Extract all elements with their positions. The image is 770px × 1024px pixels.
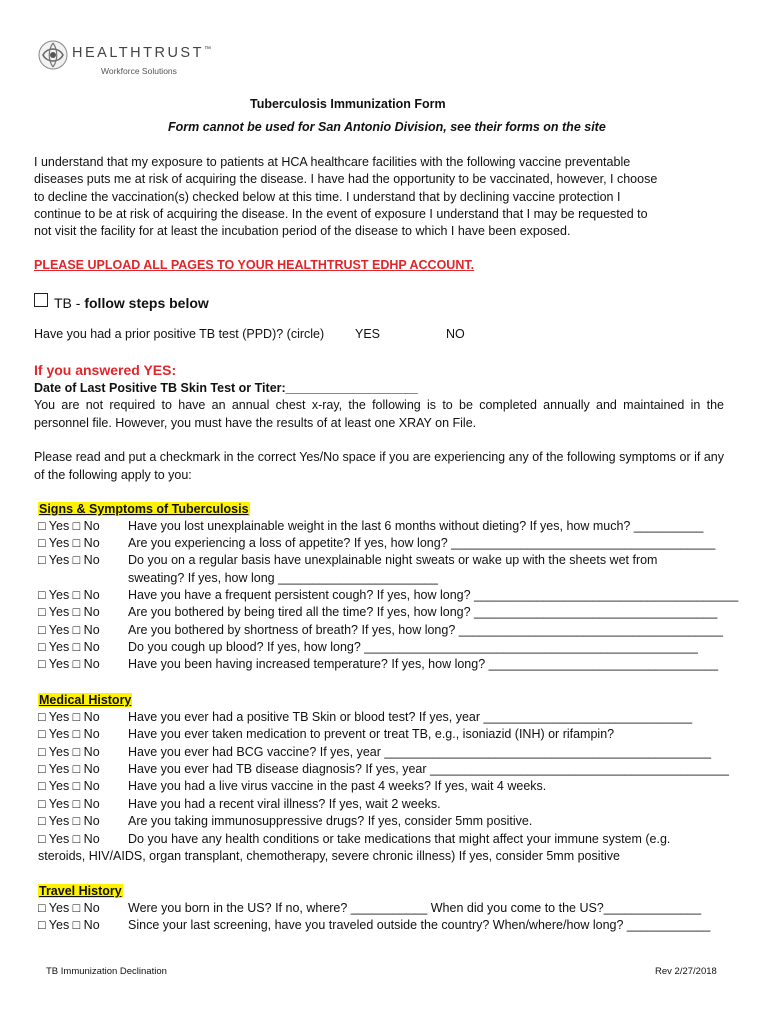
intro-paragraph [34, 154, 734, 240]
question-text: Do you have any health conditions or take medications that might affect your immune system (e.g. [128, 832, 671, 846]
intro-line: I understand that my exposure to patients at HCA healthcare facilities with the following vaccine preventable [34, 155, 631, 169]
yes-no-checkboxes[interactable]: □ Yes □ No [38, 797, 100, 811]
xray-paragraph: You are not required to have an annual chest x-ray, the following is to be completed annually and maintained in the personnel file. However, you must have the results of at least one XRAY on File. [34, 398, 724, 430]
yes-no-checkboxes[interactable]: □ Yes □ No [38, 779, 100, 793]
yes-no-checkboxes[interactable]: □ Yes □ No [38, 832, 100, 846]
intro-line: not visit the facility for at least the incubation period of the disease to which I have been exposed. [34, 224, 571, 239]
question-text: Have you had a recent viral illness? If yes, wait 2 weeks. [128, 797, 441, 811]
yes-no-checkboxes[interactable]: □ Yes □ No [38, 745, 100, 759]
yes-no-checkboxes[interactable]: □ Yes □ No [38, 918, 100, 932]
if-yes-heading: If you answered YES: [34, 362, 177, 378]
yes-no-checkboxes[interactable]: □ Yes □ No [38, 901, 100, 915]
tb-checkbox[interactable] [34, 293, 48, 307]
yes-no-checkboxes[interactable]: □ Yes □ No [38, 814, 100, 828]
medical-history-heading: Medical History [39, 693, 132, 707]
last-positive-date-field[interactable]: Date of Last Positive TB Skin Test or Titer:___________________ [34, 381, 418, 395]
question-text: Are you taking immunosuppressive drugs? If yes, consider 5mm positive. [128, 814, 533, 828]
question-text: Since your last screening, have you traveled outside the country? When/where/how long? ____________ [128, 918, 711, 932]
brand-name: HEALTHTRUST™ [72, 45, 211, 61]
yes-no-checkboxes[interactable]: □ Yes □ No [38, 588, 100, 602]
yes-no-checkboxes[interactable]: □ Yes □ No [38, 657, 100, 671]
travel-history-heading: Travel History [39, 884, 122, 898]
form-title: Tuberculosis Immunization Form [250, 97, 446, 111]
question-text: Have you ever had BCG vaccine? If yes, year _______________________________________________ [128, 745, 712, 759]
intro-line: continue to be at risk of acquiring the disease. In the event of exposure I understand that I may be requested to [34, 206, 648, 221]
intro-line: diseases puts me at risk of acquiring the disease. I have had the opportunity to be vaccinated, however, I choose [34, 172, 658, 187]
instructions-paragraph: Please read and put a checkmark in the correct Yes/No space if you are experiencing any of the following symptoms or if any of the following apply to you: [34, 450, 724, 482]
brand-subtitle: Workforce Solutions [101, 66, 177, 76]
question-text: Were you born in the US? If no, where? ___________ When did you come to the US?______________ [128, 901, 702, 915]
footer-revision: Rev 2/27/2018 [655, 966, 717, 977]
question-text: Do you cough up blood? If yes, how long? ________________________________________________ [128, 640, 698, 654]
immune-question-continuation: steroids, HIV/AIDS, organ transplant, chemotherapy, severe chronic illness) If yes, consider 5mm positive [38, 849, 620, 863]
yes-no-checkboxes[interactable]: □ Yes □ No [38, 553, 100, 567]
question-text: Have you ever taken medication to prevent or treat TB, e.g., isoniazid (INH) or rifampin? [128, 727, 615, 741]
footer-form-name: TB Immunization Declination [46, 966, 167, 977]
prior-ppd-no-option[interactable]: NO [446, 327, 465, 341]
yes-no-checkboxes[interactable]: □ Yes □ No [38, 605, 100, 619]
question-text: Do you on a regular basis have unexplainable night sweats or wake up with the sheets wet from [128, 553, 658, 567]
prior-ppd-question: Have you had a prior positive TB test (PPD)? (circle) [34, 327, 325, 341]
question-text: Are you experiencing a loss of appetite? If yes, how long? ______________________________________ [128, 536, 716, 550]
question-text: Have you been having increased temperature? If yes, how long? _________________________________ [128, 657, 719, 671]
prior-ppd-yes-option[interactable]: YES [355, 327, 381, 341]
question-continuation: sweating? If yes, how long _______________________ [128, 571, 438, 585]
form-subtitle: Form cannot be used for San Antonio Division, see their forms on the site [168, 120, 606, 134]
yes-no-checkboxes[interactable]: □ Yes □ No [38, 727, 100, 741]
yes-no-checkboxes[interactable]: □ Yes □ No [38, 640, 100, 654]
question-text: Have you lost unexplainable weight in the last 6 months without dieting? If yes, how much? __________ [128, 519, 704, 533]
tb-label: TB - follow steps below [54, 295, 209, 311]
yes-no-checkboxes[interactable]: □ Yes □ No [38, 762, 100, 776]
yes-no-checkboxes[interactable]: □ Yes □ No [38, 623, 100, 637]
question-text: Have you have a frequent persistent cough? If yes, how long? ______________________________________ [128, 588, 739, 602]
yes-no-checkboxes[interactable]: □ Yes □ No [38, 710, 100, 724]
upload-notice: PLEASE UPLOAD ALL PAGES TO YOUR HEALTHTRUST EDHP ACCOUNT. [34, 258, 475, 272]
healthtrust-logo-icon [38, 40, 68, 70]
intro-line: to decline the vaccination(s) checked below at this time. I understand that by declining vaccine protection I [34, 189, 621, 204]
question-text: Are you bothered by shortness of breath? If yes, how long? ______________________________________ [128, 623, 723, 637]
question-text: Are you bothered by being tired all the time? If yes, how long? ___________________________________ [128, 605, 718, 619]
yes-no-checkboxes[interactable]: □ Yes □ No [38, 519, 100, 533]
symptoms-heading: Signs & Symptoms of Tuberculosis [39, 502, 249, 516]
question-text: Have you ever had a positive TB Skin or blood test? If yes, year ______________________________ [128, 710, 693, 724]
question-text: Have you ever had TB disease diagnosis? If yes, year ___________________________________________ [128, 762, 729, 776]
yes-no-checkboxes[interactable]: □ Yes □ No [38, 536, 100, 550]
question-text: Have you had a live virus vaccine in the past 4 weeks? If yes, wait 4 weeks. [128, 779, 547, 793]
